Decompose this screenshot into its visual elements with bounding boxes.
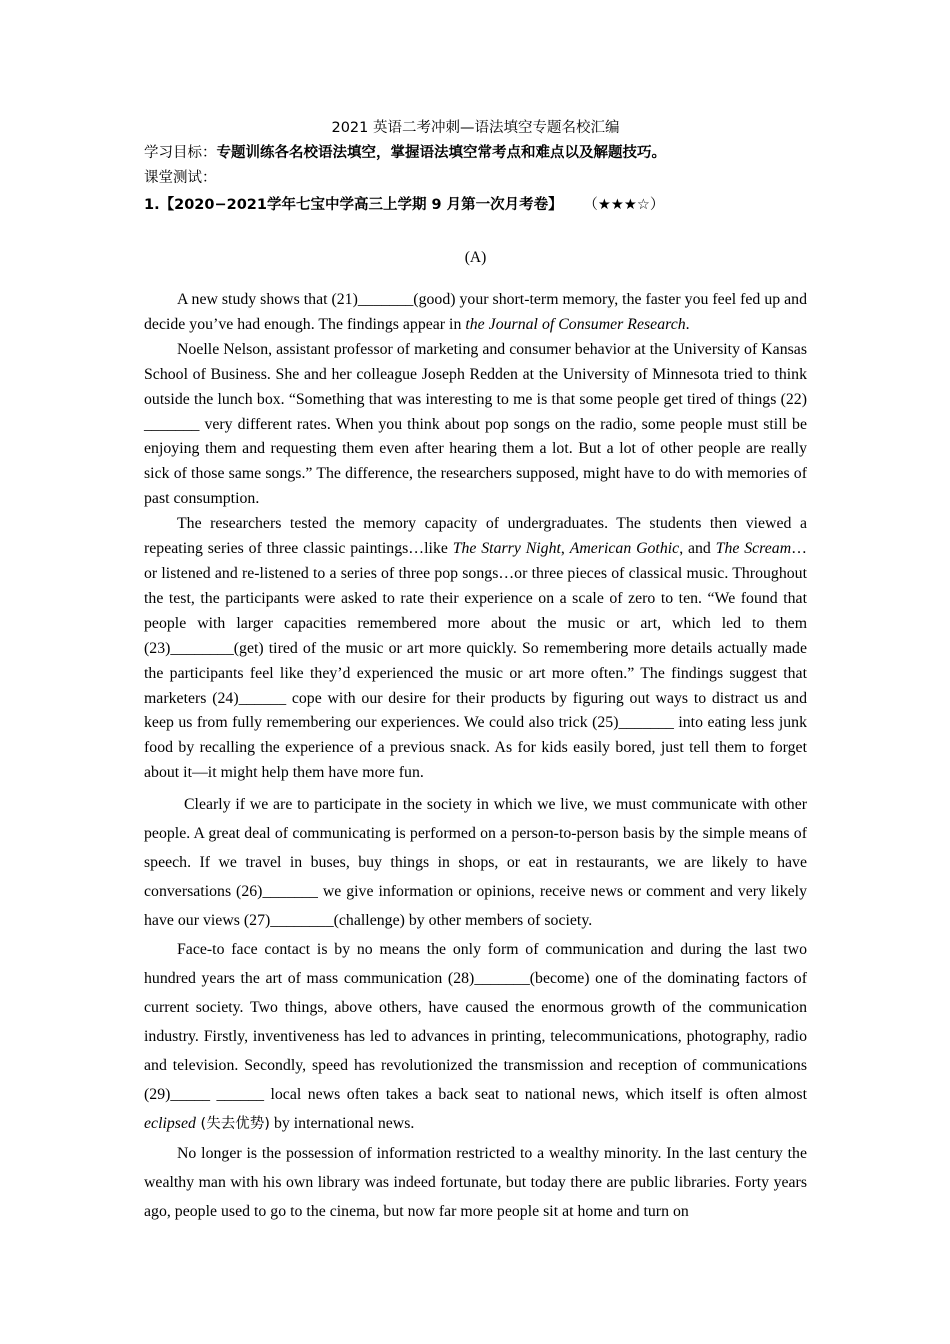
passage-a-paragraph-2: Noelle Nelson, assistant professor of marketing and consumer behavior at the University of Kansas School of Business. She and her colleague Joseph Redden at the University of Minnesota tried to think outside the lunch box. “Something that was interesting to me is that some people get tired of things (22) _______ very different rates. When you think about pop songs on the radio, some people must still be enjoying them and requesting them even after hearing them a lot. But a lot of other people are really sick of those same songs.” The difference, the researchers supposed, might have to do with memories of past consumption. [144,340,807,508]
passage-b-paragraph-2 [144,935,807,1139]
exam-title: 【2020−2021学年七宝中学高三上学期 9 月第一次月考卷】 [159,197,563,213]
document-title: 2021 英语二考冲刺—语法填空专题名校汇编 [331,120,620,136]
learning-objective [144,141,807,166]
passage-a-p3-text-2: …or listened and re-listened to a series of three pop songs…or three pieces of classical music. Throughout the test, the participants were asked to rate their experience on a scale of zero to ten. “We found that people with larger capacities remembered more about the music or art, which led to them (23)________(get) tired of the music or art more quickly. So remembering more details actually made the participants feel like they’d experienced the music or art more often.” The findings suggest that marketers (24)______ cope with our desire for their products by figuring out ways to distract us and keep us from fully remembering our experiences. We could also trick (25)_______ into eating less junk food by recalling the experience of a previous snack. As for kids easily bored, just tell them to forget about it—it might help them have more fun. [144,540,807,782]
document-page [144,116,807,1226]
passage-a-p1-end: . [685,315,690,333]
exam-heading [144,193,807,218]
word-eclipsed: eclipsed [144,1115,196,1133]
passage-a-p3-sep-2: , and [679,540,716,558]
objective-label: 学习目标： [144,145,217,161]
passage-b-p2-text: Face-to face contact is by no means the only form of communication and during the last two hundred years the art of mass communication (28)_______(become) one of the dominating factors of current society. Two things, above others, have caused the enormous growth of the communication industry. Firstly, inventiveness has led to advances in printing, telecommunications, photography, radio and television. Secondly, speed has revolutionized the transmission and reception of communications (29)_____ ______ local news often takes a back seat to national news, which itself is often almost [144,941,807,1104]
painting-starry-night: The Starry Night [452,540,561,558]
passage-a-paragraph-1 [144,288,807,338]
passage-a-p3-text-1: The researchers tested the memory capacity of undergraduates. The students then viewed a repeating series of three classic paintings…like [144,515,807,558]
painting-american-gothic: American Gothic [569,540,680,558]
chinese-gloss: (失去优势) [195,1116,270,1133]
exam-number: 1. [144,197,160,213]
passage-b-p2-end: by international news. [270,1115,415,1133]
passage-a-p1-text: A new study shows that (21)_______(good) your short-term memory, the faster you feel fed up and decide you’ve had enough. The findings appear in [144,291,807,333]
section-label: (A) [464,249,487,266]
difficulty-stars: （★★★☆） [590,197,665,213]
painting-the-scream: The Scream [715,540,792,558]
objective-text: 专题训练各名校语法填空，掌握语法填空常考点和难点以及解题技巧。 [216,145,666,161]
passage-a-paragraph-3 [144,512,807,786]
journal-name: the Journal of Consumer Research [465,315,686,333]
passage-a-p3-sep-1: , [560,540,570,558]
passage-b-paragraph-1: Clearly if we are to participate in the society in which we live, we must communicate with other people. A great deal of communicating is performed on a person-to-person basis by the simple means of speech. If we travel in buses, buy things in shops, or eat in restaurants, we are likely to have conversations (26)_______ we give information or opinions, receive news or comment and very likely have our views (27)________(challenge) by other members of society. [144,796,807,930]
class-test-label: 课堂测试： [144,170,217,186]
passage-b-paragraph-3: No longer is the possession of information restricted to a wealthy minority. In the last century the wealthy man with his own library was indeed fortunate, but today there are public libraries. Forty years ago, people used to go to the cinema, but now far more people sit at home and turn on [144,1145,807,1221]
